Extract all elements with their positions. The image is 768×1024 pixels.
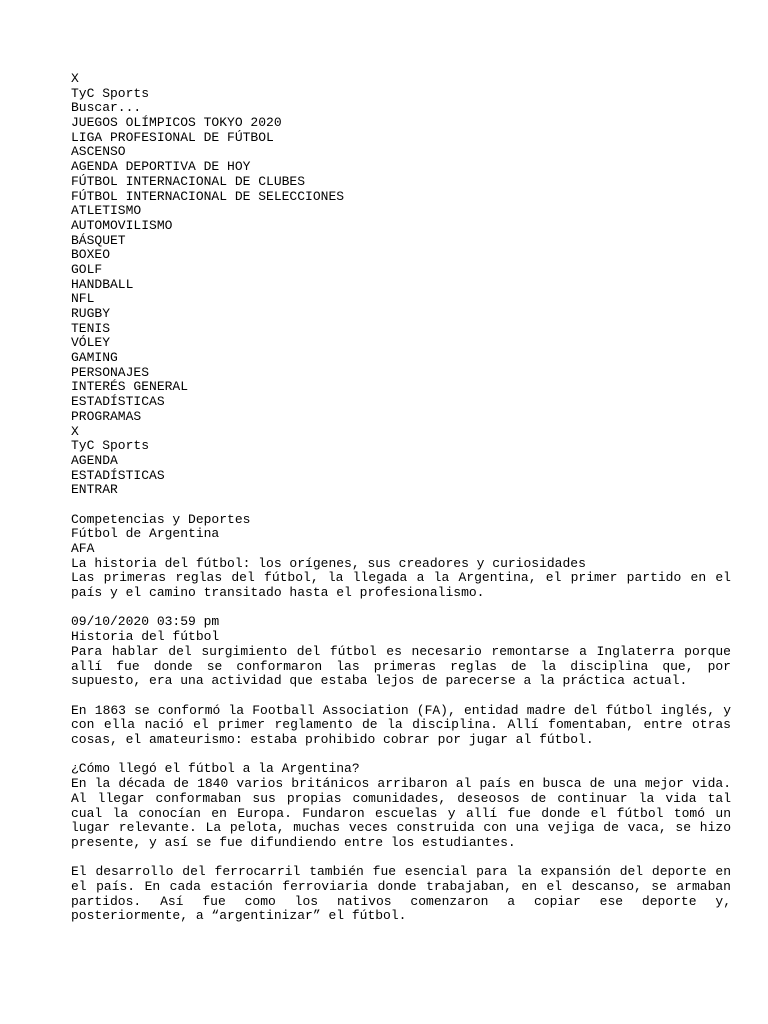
brand-logo-link[interactable]: TyC Sports — [71, 85, 150, 101]
menu-item[interactable]: ASCENSO — [71, 144, 126, 160]
menu-item[interactable]: RUGBY — [71, 306, 111, 321]
close-button[interactable]: X — [71, 423, 79, 439]
brand-home-link[interactable]: TyC Sports — [71, 438, 150, 454]
menu-item[interactable]: NFL — [71, 291, 95, 307]
search-input[interactable]: Buscar... — [71, 100, 142, 116]
menu-list — [71, 116, 731, 424]
breadcrumb-item-futbol-argentina[interactable]: Fútbol de Argentina — [71, 526, 220, 542]
menu-item[interactable]: BÁSQUET — [71, 232, 126, 248]
menu-item[interactable]: LIGA PROFESIONAL DE FÚTBOL — [71, 129, 274, 145]
mobile-menu — [71, 72, 731, 425]
menu-item[interactable]: GOLF — [71, 261, 103, 277]
menu-item[interactable]: TENIS — [71, 320, 111, 336]
menu-item[interactable]: INTERÉS GENERAL — [71, 379, 189, 395]
page — [71, 72, 731, 924]
spacer — [71, 851, 731, 866]
menu-item[interactable]: FÚTBOL INTERNACIONAL DE SELECCIONES — [71, 188, 345, 204]
menu-item[interactable]: ESTADÍSTICAS — [71, 394, 165, 410]
login-link[interactable]: ENTRAR — [71, 482, 118, 498]
menu-item[interactable]: PROGRAMAS — [71, 408, 142, 424]
menu-item[interactable]: VÓLEY — [71, 335, 111, 351]
paragraph: En la década de 1840 varios británicos arribaron al país en busca de una mejor vida. Al llegar conformaban sus propias comunidades, deseosos de continuar la vida tal cual la conocían en Europa. Fundaron escuelas y allí fue donde el fútbol tomó un lugar relevante. La pelota, muchas veces construida con una vejiga de vaca, se hizo presente, y así se fue difundiendo entre los estudiantes. — [71, 776, 731, 850]
stats-link[interactable]: ESTADÍSTICAS — [71, 467, 165, 483]
menu-item[interactable]: BOXEO — [71, 247, 111, 263]
subheading: ¿Cómo llegó el fútbol a la Argentina? — [71, 761, 360, 777]
agenda-link[interactable]: AGENDA — [71, 452, 118, 468]
breadcrumb-item-afa[interactable]: AFA — [71, 541, 95, 556]
spacer — [71, 498, 731, 513]
menu-item[interactable]: PERSONAJES — [71, 364, 150, 380]
menu-item[interactable]: AUTOMOVILISMO — [71, 217, 173, 233]
menu-item[interactable]: FÚTBOL INTERNACIONAL DE CLUBES — [71, 173, 306, 189]
article — [71, 557, 731, 924]
section-title: Historia del fútbol — [71, 629, 220, 645]
article-date: 09/10/2020 03:59 pm — [71, 614, 220, 630]
menu-item[interactable]: JUEGOS OLÍMPICOS TOKYO 2020 — [71, 115, 282, 131]
breadcrumb-item-competencias[interactable]: Competencias y Deportes — [71, 511, 251, 527]
breadcrumb — [71, 513, 731, 557]
menu-item[interactable]: ATLETISMO — [71, 203, 142, 219]
menu-item[interactable]: GAMING — [71, 350, 118, 366]
top-header — [71, 425, 731, 498]
close-menu-button[interactable]: X — [71, 71, 79, 86]
menu-item[interactable]: AGENDA DEPORTIVA DE HOY — [71, 159, 251, 175]
article-title: La historia del fútbol: los orígenes, sus creadores y curiosidades — [71, 555, 586, 571]
spacer — [71, 689, 731, 704]
spacer — [71, 748, 731, 763]
paragraph: El desarrollo del ferrocarril también fue esencial para la expansión del deporte en el país. En cada estación ferroviaria donde trabajaban, en el descanso, se armaban partidos. Así fue como los nativos comenzaron a copiar ese deporte y, posteriormente, a “argentinizar” el fútbol. — [71, 864, 731, 924]
paragraph: En 1863 se conformó la Football Association (FA), entidad madre del fútbol inglés, y con ella nació el primer reglamento de la disciplina. Allí fomentaban, entre otras cosas, el amateurismo: estaba prohibido cobrar por jugar al fútbol. — [71, 702, 731, 748]
article-subtitle: Las primeras reglas del fútbol, la llegada a la Argentina, el primer partido en el país y el camino transitado hasta el profesionalismo. — [71, 570, 731, 601]
spacer — [71, 601, 731, 616]
paragraph: Para hablar del surgimiento del fútbol es necesario remontarse a Inglaterra porque allí fue donde se conformaron las primeras reglas de la disciplina que, por supuesto, era una actividad que estaba lejos de parecerse a la práctica actual. — [71, 643, 731, 689]
menu-item[interactable]: HANDBALL — [71, 276, 134, 292]
